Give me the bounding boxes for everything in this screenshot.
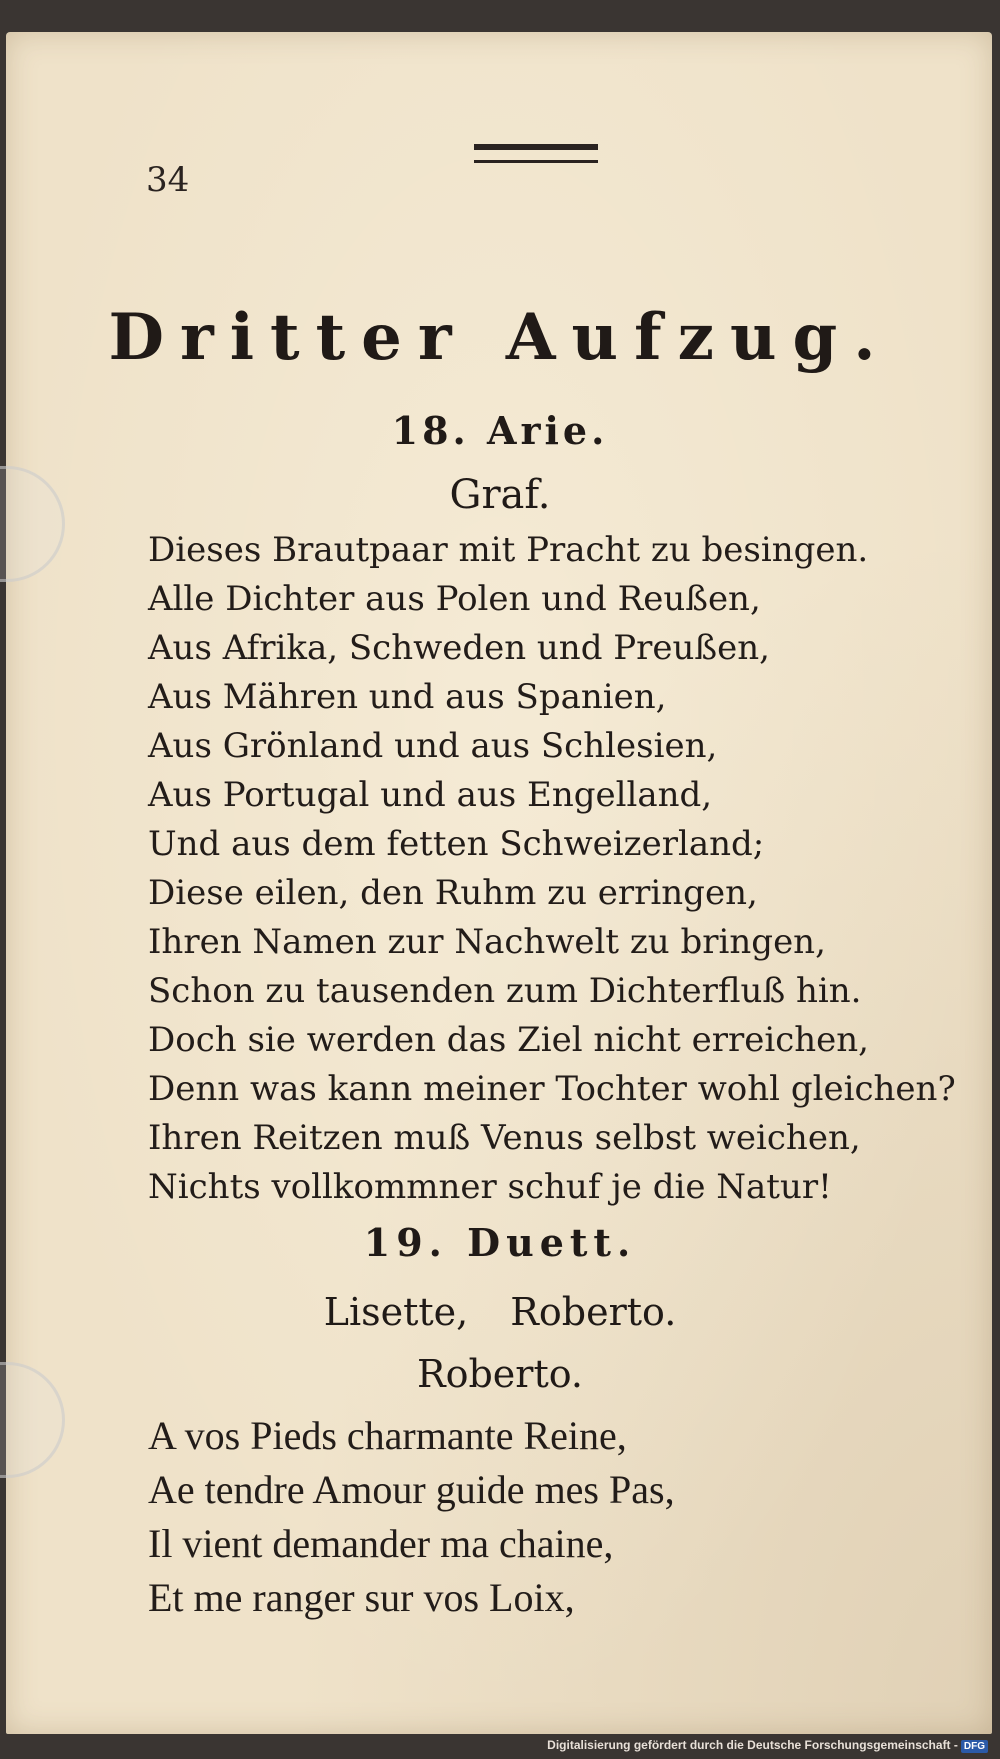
aria-line: Aus Portugal und aus Engelland, <box>148 775 713 815</box>
duet-line: Ae tendre Amour guide mes Pas, <box>148 1467 675 1512</box>
dfg-logo: DFG <box>961 1740 988 1753</box>
duet-line: A vos Pieds charmante Reine, <box>148 1413 627 1458</box>
aria-speaker: Graf. <box>449 472 551 518</box>
act-heading: Dritter Aufzug. <box>108 300 892 375</box>
aria-heading: 18. Arie. <box>391 408 609 453</box>
aria-line: Schon zu tausenden zum Dichterfluß hin. <box>148 971 862 1011</box>
aria-line: Nichts vollkommner schuf je die Natur! <box>148 1167 832 1207</box>
aria-line: Ihren Namen zur Nachwelt zu bringen, <box>148 922 826 962</box>
duet-line: Il vient demander ma chaine, <box>148 1521 614 1566</box>
aria-line: Aus Mähren und aus Spanien, <box>148 677 667 717</box>
page-number: 34 <box>146 160 190 200</box>
aria-line: Und aus dem fetten Schweizerland; <box>148 824 765 864</box>
aria-line: Alle Dichter aus Polen und Reußen, <box>148 579 761 619</box>
duet-speaker: Roberto. <box>416 1352 584 1396</box>
digitization-credit <box>547 1738 988 1753</box>
duet-line: Et me ranger sur vos Loix, <box>148 1575 575 1620</box>
duet-heading: 19. Duett. <box>363 1220 637 1265</box>
header-ornament-rule-thin <box>474 160 598 163</box>
aria-line: Doch sie werden das Ziel nicht erreichen, <box>148 1020 869 1060</box>
aria-line: Diese eilen, den Ruhm zu erringen, <box>148 873 758 913</box>
aria-line: Aus Grönland und aus Schlesien, <box>148 726 718 766</box>
aria-line: Ihren Reitzen muß Venus selbst weichen, <box>148 1118 861 1158</box>
duet-characters: Lisette, Roberto. <box>323 1290 677 1334</box>
aria-line: Dieses Brautpaar mit Pracht zu besingen. <box>148 530 869 570</box>
aria-line: Denn was kann meiner Tochter wohl gleichen? <box>148 1069 956 1109</box>
credit-text: Digitalisierung gefördert durch die Deutsche Forschungsgemeinschaft - <box>547 1738 958 1752</box>
aria-line: Aus Afrika, Schweden und Preußen, <box>148 628 770 668</box>
header-ornament-rule <box>474 144 598 150</box>
